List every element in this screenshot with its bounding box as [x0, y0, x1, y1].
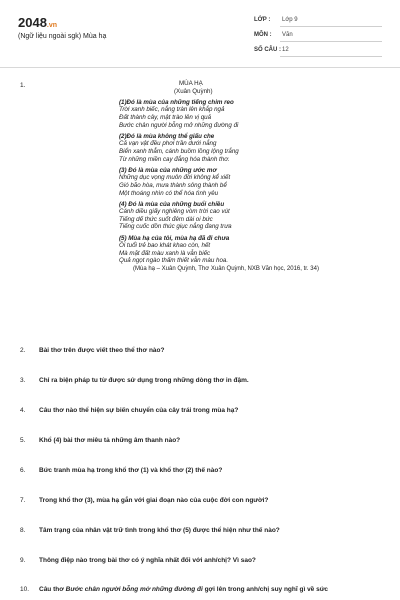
stanza-line: Từ những miền cay đắng hóa thành thơ. [119, 155, 230, 163]
stanza-head: (2)Đó là mùa không thể giấu che [119, 132, 215, 140]
stanza-line: Biển xanh thẳm, cánh buồm lồng lộng trắng [119, 147, 239, 155]
question-text-post: gợi lên trong anh/chị suy nghĩ gì về sức [202, 586, 329, 593]
question-text: Thông điệp nào trong bài thơ có ý nghĩa nhất đối với anh/chị? Vì sao? [39, 557, 256, 564]
logo-suffix: .vn [46, 22, 58, 29]
question-text: Trong khổ thơ (3), mùa hạ gắn với giai đoạn nào của cuộc đời con người? [39, 497, 269, 504]
header-divider [0, 67, 400, 68]
stanza-line: Cánh diều giấy nghiêng vòm trời cao vút [119, 208, 230, 216]
page-subtitle: (Ngữ liệu ngoài sgk) Mùa hạ [18, 33, 107, 40]
poem-stanza [119, 133, 379, 163]
logo-main: 2048 [18, 15, 47, 30]
poem-stanza [119, 99, 379, 129]
stanza-line: Những dục vọng muôn đời không kể xiết [119, 174, 231, 182]
question-number: 9. [20, 557, 26, 564]
question-number: 7. [20, 497, 26, 504]
meta-class-label: LỚP : [254, 17, 271, 23]
stanza-line: Mà mặt đất màu xanh là vẫn biếc [119, 249, 211, 257]
question-text: Tâm trạng của nhân vật trữ tình trong khổ thơ (5) được thể hiện như thế nào? [39, 527, 280, 534]
question-number: 3. [20, 377, 26, 384]
poem-stanza [119, 235, 379, 265]
meta-count-value: 12 [282, 47, 289, 53]
stanza-head: (3) Đó là mùa của những ước mơ [119, 166, 217, 174]
meta-underline [280, 56, 382, 57]
stanza-head: (4) Đó là mùa của những buổi chiều [119, 200, 225, 208]
question-text: Bài thơ trên được viết theo thể thơ nào? [39, 347, 165, 354]
question-number-1: 1. [20, 82, 26, 89]
meta-class-value: Lớp 9 [282, 17, 298, 23]
stanza-line: Tiếng cuốc dồn thúc giục nắng đang trưa [119, 223, 232, 231]
question-text: Khổ (4) bài thơ miêu tả những âm thanh nào? [39, 437, 181, 444]
question-number: 6. [20, 467, 26, 474]
stanza-line: Gió bão hòa, mưa thành sông thành bể [119, 181, 227, 189]
poem-source: (Mùa hạ – Xuân Quỳnh, Thơ Xuân Quỳnh, NXB Văn học, 2016, tr. 34) [133, 266, 319, 273]
question-text-pre: Câu thơ [39, 586, 66, 593]
stanza-line: Trời xanh biếc, nắng tràn lên khắp ngả [119, 106, 225, 114]
meta-count-label: SỐ CÂU : [254, 47, 281, 53]
poem-stanza [119, 167, 379, 197]
poem-author: (Xuân Quỳnh) [174, 87, 213, 95]
stanza-line: Đất thành cây, mật trào lên vị quả [119, 113, 212, 121]
poem-block [119, 80, 379, 274]
poem-title: MÙA HẠ [179, 80, 203, 87]
question-number: 2. [20, 347, 26, 354]
stanza-head: (1)Đó là mùa của những tiếng chim reo [119, 98, 234, 106]
meta-subject-value: Văn [282, 32, 293, 38]
site-logo[interactable] [18, 15, 57, 30]
question-number: 10. [20, 586, 30, 593]
meta-underline [280, 26, 382, 27]
question-number: 5. [20, 437, 26, 444]
poem-stanza [119, 201, 379, 231]
question-text [39, 586, 328, 593]
meta-subject-label: MÔN : [254, 32, 272, 38]
question-text: Chỉ ra biện pháp tu từ được sử dụng trong những dòng thơ in đậm. [39, 377, 249, 384]
stanza-line: Cả vạn vật đều phơi trần dưới nắng [119, 140, 217, 148]
question-number: 4. [20, 407, 26, 414]
stanza-line: Một thoáng nhìn có thể hóa tình yêu [119, 189, 219, 197]
stanza-line: Tiếng dế thức suốt đêm dài oi bức [119, 215, 213, 223]
question-text: Bức tranh mùa hạ trong khổ thơ (1) và khổ thơ (2) thế nào? [39, 467, 223, 474]
question-number: 8. [20, 527, 26, 534]
meta-underline [280, 41, 382, 42]
stanza-head: (5) Mùa hạ của tôi, mùa hạ đã đi chưa [119, 234, 230, 242]
question-text: Câu thơ nào thể hiện sự biến chuyển của cây trái trong mùa hạ? [39, 407, 239, 414]
stanza-line: Ôi tuổi trẻ bao khát khao còn, hết [119, 242, 211, 250]
stanza-line: Bước chân người bỗng mở những đường đi [119, 121, 239, 129]
question-text-quote: Bước chân người bỗng mở những đường đi [65, 586, 203, 593]
stanza-line: Quả ngọt ngào thấm thiết vẫn màu hoa. [119, 257, 229, 265]
